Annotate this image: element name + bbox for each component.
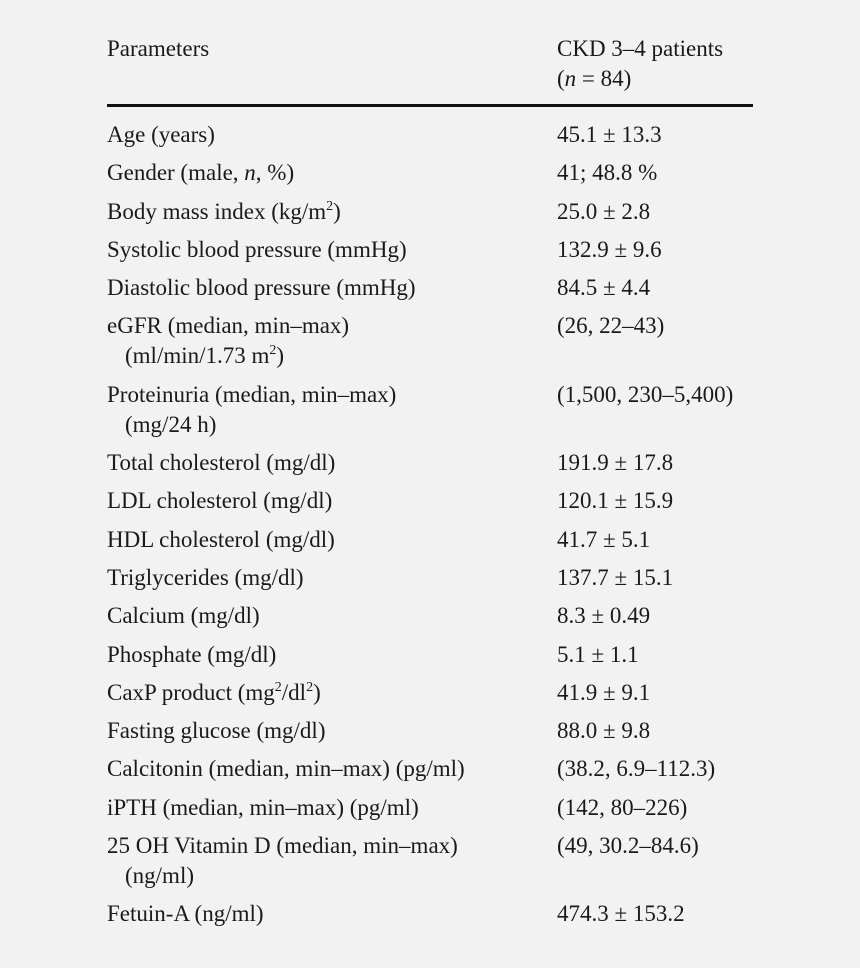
row-label: Calcitonin (median, min–max) (pg/ml) [107, 756, 465, 782]
row-label: Fetuin-A (ng/ml) [107, 901, 264, 927]
table-row-bmi [107, 197, 753, 235]
row-value: 8.3 ± 0.49 [557, 603, 651, 629]
row-label: LDL cholesterol (mg/dl) [107, 488, 333, 514]
row-label: Fasting glucose (mg/dl) [107, 718, 326, 744]
table-row-phosphate [107, 640, 753, 678]
row-value: 120.1 ± 15.9 [557, 488, 674, 514]
row-label: Body mass index $(kg/m^2)$ [107, 198, 341, 224]
table-row-vitamin-d [107, 831, 753, 899]
row-value: (1,500, 230–5,400) [557, 381, 734, 407]
table-header [107, 34, 753, 107]
row-value: 5.1 ± 1.1 [557, 641, 639, 667]
table-row-hdl-cholesterol [107, 525, 753, 563]
table-row-proteinuria [107, 380, 753, 448]
row-label: 25 OH Vitamin D (median, min–max) (ng/ml) [107, 831, 557, 891]
header-cohort-title: CKD 3–4 patients [557, 36, 724, 61]
header-cohort [557, 34, 723, 94]
table-row-diastolic-bp [107, 273, 753, 311]
table-row-egfr [107, 311, 753, 379]
table-row-total-cholesterol [107, 448, 753, 486]
row-value: 137.7 ± 15.1 [557, 564, 674, 590]
row-label: Triglycerides (mg/dl) [107, 564, 304, 590]
table-row-age [107, 120, 753, 158]
row-value: (38.2, 6.9–112.3) [557, 756, 716, 782]
table-row-calcium [107, 601, 753, 639]
row-value: (49, 30.2–84.6) [557, 833, 699, 859]
table-row-triglycerides [107, 563, 753, 601]
table-row-systolic-bp [107, 235, 753, 273]
parameters-table [107, 34, 753, 938]
table-row-fasting-glucose [107, 716, 753, 754]
row-label-unit: (mg/24 h) [125, 411, 217, 437]
row-label: eGFR (median, min–max) (ml/min/1.73 $m^2$) [107, 311, 557, 371]
row-value: 41.7 ± 5.1 [557, 526, 651, 552]
row-value: (142, 80–226) [557, 794, 688, 820]
row-label: Age (years) [107, 122, 215, 147]
row-value: 25.0 ± 2.8 [557, 198, 651, 224]
row-label: CaxP product $(mg^2/dl^2)$ [107, 679, 321, 705]
row-label-unit: (ml/min/1.73 $m^2$) [125, 343, 285, 369]
header-cohort-n: (n = 84) [557, 66, 632, 91]
row-label: Proteinuria (median, min–max) (mg/24 h) [107, 380, 557, 440]
table-row-ldl-cholesterol [107, 486, 753, 524]
row-label: Diastolic blood pressure (mmHg) [107, 275, 416, 301]
row-label: Systolic blood pressure (mmHg) [107, 236, 407, 262]
row-label: iPTH (median, min–max) (pg/ml) [107, 794, 419, 820]
table-row-caxp-product [107, 678, 753, 716]
table-row-ipth [107, 793, 753, 831]
row-label: Calcium (mg/dl) [107, 603, 260, 629]
table-row-fetuin-a [107, 899, 753, 937]
row-value: 41.9 ± 9.1 [557, 679, 651, 705]
row-value: (26, 22–43) [557, 313, 665, 339]
row-label: Total cholesterol (mg/dl) [107, 450, 336, 476]
header-parameters: Parameters [107, 36, 210, 61]
row-label-unit: (ng/ml) [125, 863, 194, 889]
row-value: 191.9 ± 17.8 [557, 450, 674, 476]
row-value: 132.9 ± 9.6 [557, 236, 662, 262]
row-label: Gender (male, n, %) [107, 160, 295, 186]
row-label: Phosphate (mg/dl) [107, 641, 277, 667]
row-value: 84.5 ± 4.4 [557, 275, 651, 301]
row-value: 474.3 ± 153.2 [557, 901, 685, 927]
row-label: HDL cholesterol (mg/dl) [107, 526, 335, 552]
row-value: 41; 48.8 % [557, 160, 658, 186]
table-row-calcitonin [107, 754, 753, 792]
table-row-gender [107, 158, 753, 196]
table-body [107, 107, 753, 938]
row-value: 45.1 ± 13.3 [557, 122, 662, 147]
row-value: 88.0 ± 9.8 [557, 718, 651, 744]
